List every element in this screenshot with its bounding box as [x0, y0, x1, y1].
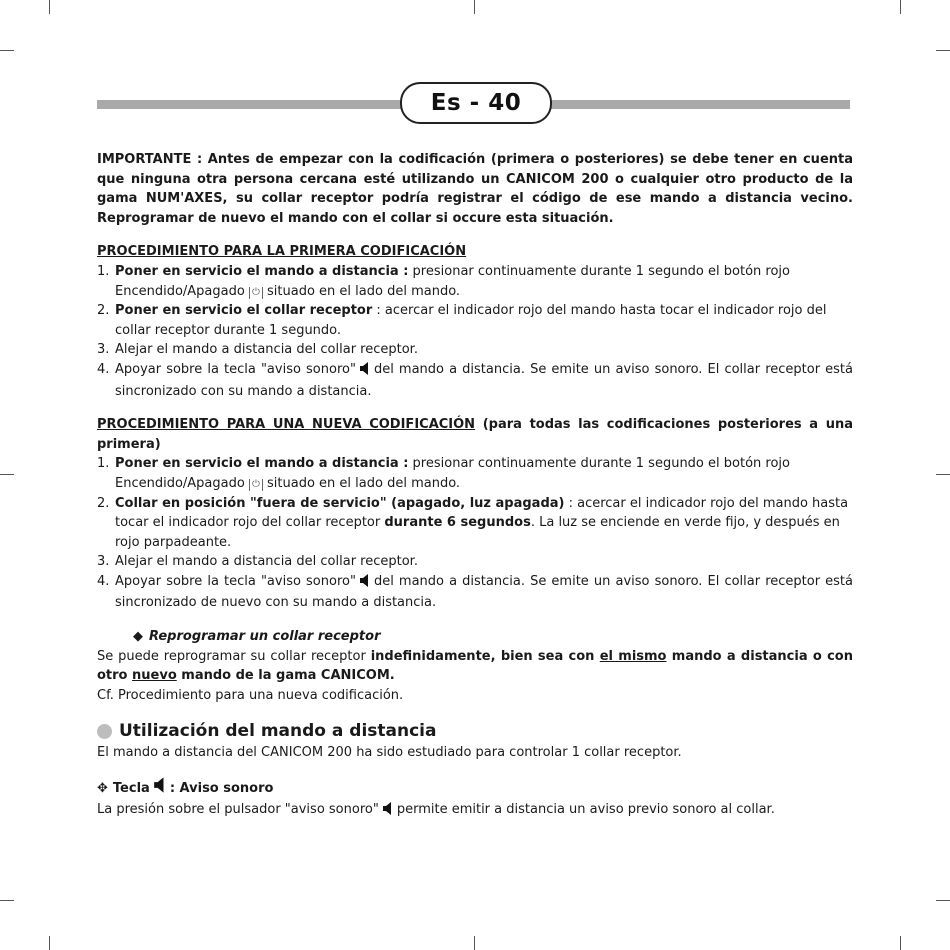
reprogram-text-a: Se puede reprogramar su collar receptor — [97, 648, 371, 664]
usage-press-b: permite emitir a distancia un aviso previo sonoro al collar. — [396, 801, 775, 817]
crop-mark — [0, 50, 14, 51]
header-bar-right — [544, 100, 850, 109]
crop-mark — [474, 936, 475, 950]
page-content — [97, 150, 853, 821]
step-number: 1. — [97, 456, 110, 472]
step-text: presionar continuamente durante 1 segundo el botón rojo Encendido/Apagado — [115, 263, 790, 299]
first-coding-steps — [97, 262, 853, 401]
tecla-label: Tecla — [112, 780, 150, 796]
list-item — [97, 572, 853, 613]
new-coding-steps — [97, 454, 853, 613]
step-text: . La luz se enciende en verde fijo, y después en rojo parpadeante. — [115, 515, 840, 550]
step-text: Alejar el mando a distancia del collar receptor. — [115, 342, 418, 358]
power-icon: ⏻ — [249, 479, 263, 491]
step-number: 4. — [97, 361, 110, 377]
step-text: Apoyar sobre la tecla "aviso sonoro" — [115, 361, 356, 377]
list-item — [97, 552, 853, 572]
crop-mark — [936, 474, 950, 475]
usage-heading — [97, 719, 853, 743]
list-item — [97, 454, 853, 493]
speaker-icon — [359, 574, 371, 594]
step-text: situado en el lado del mando. — [262, 475, 461, 491]
step-bold: Poner en servicio el mando a distancia : — [115, 456, 409, 472]
new-coding-title — [97, 415, 853, 454]
crop-mark — [49, 0, 50, 14]
step-number: 2. — [97, 495, 110, 511]
step-text: : acercar el indicador rojo del mando hasta tocar el indicador rojo del collar receptor durante 1 segundo. — [115, 303, 827, 338]
step-number: 4. — [97, 573, 110, 589]
crop-mark — [936, 50, 950, 51]
reprogram-bold-c: mando de la gama CANICOM. — [176, 668, 395, 684]
crop-mark — [936, 900, 950, 901]
step-text: : acercar el indicador rojo del mando hasta tocar el indicador rojo del collar receptor — [115, 495, 849, 531]
step-number: 1. — [97, 263, 110, 279]
crop-mark — [900, 0, 901, 14]
step-number: 3. — [97, 554, 110, 570]
page-label: Es - 40 — [400, 82, 552, 124]
reprogram-bold-u2: nuevo — [132, 668, 177, 684]
step-text: Apoyar sobre la tecla "aviso sonoro" — [115, 573, 356, 589]
step-text: situado en el lado del mando. — [262, 283, 461, 299]
speaker-icon — [382, 802, 394, 822]
crop-mark — [900, 936, 901, 950]
step-bold: Collar en posición "fuera de servicio" (apagado, luz apagada) — [115, 495, 565, 511]
list-item — [97, 340, 853, 360]
step-bold: Poner en servicio el collar receptor — [115, 303, 373, 319]
step-text: del mando a distancia. Se emite un aviso sonoro. El collar receptor está sincronizado con su mando a distancia. — [115, 361, 853, 399]
tecla-rest: : Aviso sonoro — [169, 780, 274, 796]
usage-press-a: La presión sobre el pulsador "aviso sonoro" — [97, 801, 379, 817]
star-bullet-icon: ✥ — [97, 780, 108, 796]
crop-mark — [0, 474, 14, 475]
reprogram-bold-a: indefinidamente, bien sea con — [370, 648, 600, 664]
step-text: presionar continuamente durante 1 segundo el botón rojo Encendido/Apagado — [115, 456, 790, 491]
reprogram-bold-u1: el mismo — [599, 648, 667, 664]
reprogram-bold-b: mando a distancia o con otro — [97, 648, 853, 684]
usage-title: Utilización del mando a distancia — [119, 721, 437, 742]
power-icon: ⏻ — [249, 287, 263, 299]
header-bar-left — [97, 100, 403, 109]
list-item — [97, 301, 853, 340]
step-bold: Poner en servicio el mando a distancia : — [115, 263, 409, 279]
bullet-circle-icon — [97, 724, 112, 739]
crop-mark — [0, 900, 14, 901]
crop-mark — [474, 0, 475, 14]
step-text: del mando a distancia. Se emite un aviso sonoro. El collar receptor está sincronizado de nuevo con su mando a distancia. — [115, 573, 853, 611]
important-notice: IMPORTANTE : Antes de empezar con la codificación (primera o posteriores) se debe tener en cuenta que ninguna otra persona cercana esté utilizando un CANICOM 200 o cualquier otro producto de la gama NUM'AXES, su collar receptor podría registrar el código de ese mando a distancia vecino. Reprogramar de nuevo el mando con el collar si occure esta situación. — [97, 152, 853, 226]
step-number: 3. — [97, 342, 110, 358]
reprogram-cf: Cf. Procedimiento para una nueva codificación. — [97, 687, 404, 703]
reprogram-title: Reprogramar un collar receptor — [149, 629, 381, 645]
crop-mark — [49, 936, 50, 950]
speaker-icon — [359, 362, 371, 382]
step-text: Alejar el mando a distancia del collar receptor. — [115, 554, 418, 570]
list-item — [97, 360, 853, 401]
usage-press-text — [97, 800, 853, 822]
diamond-icon: ◆ — [133, 629, 143, 645]
new-coding-title-main: PROCEDIMIENTO PARA UNA NUEVA CODIFICACIÓN — [97, 417, 476, 433]
new-coding-title-rest: (para todas las codificaciones posteriores a una primera) — [97, 417, 853, 452]
list-item — [97, 262, 853, 301]
tecla-heading — [97, 777, 853, 800]
step-bold: durante 6 segundos — [384, 515, 531, 531]
first-coding-title: PROCEDIMIENTO PARA LA PRIMERA CODIFICACIÓN — [97, 244, 467, 260]
usage-text: El mando a distancia del CANICOM 200 ha sido estudiado para controlar 1 collar receptor. — [97, 745, 682, 761]
speaker-icon — [153, 777, 167, 800]
step-number: 2. — [97, 303, 110, 319]
list-item — [97, 494, 853, 553]
reprogram-text — [97, 647, 853, 686]
reprogram-heading — [97, 627, 853, 647]
